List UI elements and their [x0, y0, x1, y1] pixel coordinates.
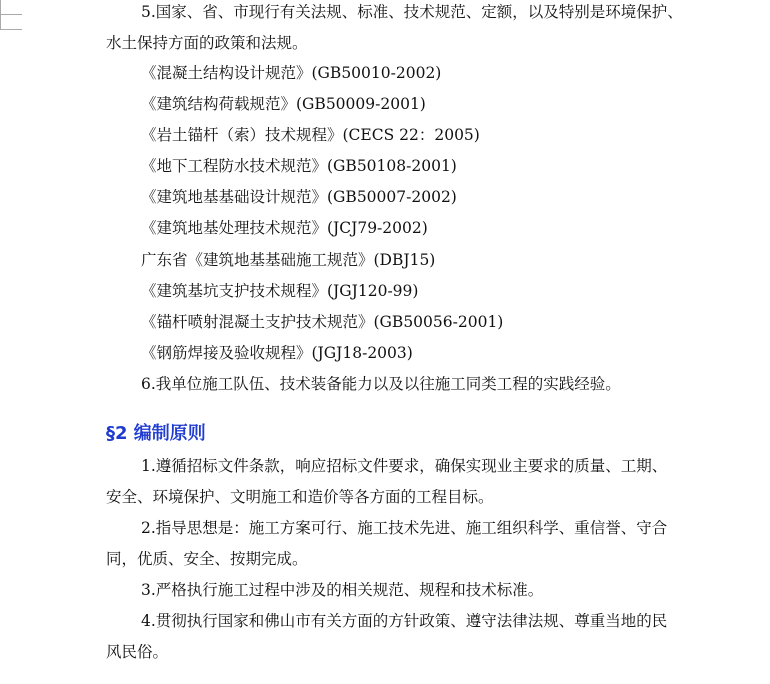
basis-item-5-line-2: 水土保持方面的政策和法规。 [106, 34, 308, 52]
standard-item: 《建筑结构荷载规范》(GB50009-2001) [141, 95, 426, 113]
standard-item: 《锚杆喷射混凝土支护技术规范》(GB50056-2001) [141, 313, 504, 331]
standard-item: 《混凝土结构设计规范》(GB50010-2002) [141, 64, 442, 82]
standard-item: 广东省《建筑地基基础施工规范》(DBJ15) [141, 251, 436, 269]
standard-item: 《建筑地基基础设计规范》(GB50007-2002) [141, 188, 457, 206]
standard-item: 《钢筋焊接及验收规程》(JGJ18-2003) [141, 344, 413, 362]
principle-2-line-2: 同，优质、安全、按期完成。 [106, 550, 308, 568]
standard-item: 《建筑地基处理技术规范》(JCJ79-2002) [141, 219, 428, 237]
standard-item: 《建筑基坑支护技术规程》(JGJ120-99) [141, 282, 419, 300]
principle-1-line-1: 1.遵循招标文件条款，响应招标文件要求，确保实现业主要求的质量、工期、 [141, 457, 668, 475]
principle-4-line-2: 风民俗。 [106, 643, 169, 661]
principle-3: 3.严格执行施工过程中涉及的相关规范、规程和技术标准。 [141, 581, 544, 599]
basis-item-6: 6.我单位施工队伍、技术装备能力以及以往施工同类工程的实践经验。 [141, 375, 621, 393]
margin-corner-mark-right [0, 15, 1, 29]
standard-item: 《地下工程防水技术规范》(GB50108-2001) [141, 157, 457, 175]
standard-item: 《岩土锚杆（索）技术规程》(CECS 22：2005) [141, 126, 480, 144]
margin-corner-mark-right [0, 29, 22, 30]
principle-1-line-2: 安全、环境保护、文明施工和造价等各方面的工程目标。 [106, 488, 494, 506]
basis-item-5-line-1: 5.国家、省、市现行有关法规、标准、技术规范、定额，以及特别是环境保护、 [141, 3, 683, 21]
principle-4-line-1: 4.贯彻执行国家和佛山市有关方面的方针政策、遵守法律法规、尊重当地的民 [141, 612, 668, 630]
margin-corner-mark-left [0, 0, 1, 14]
section-heading: §2 编制原则 [106, 423, 206, 444]
principle-2-line-1: 2.指导思想是：施工方案可行、施工技术先进、施工组织科学、重信誉、守合 [141, 519, 668, 537]
margin-corner-mark-left [0, 14, 22, 15]
